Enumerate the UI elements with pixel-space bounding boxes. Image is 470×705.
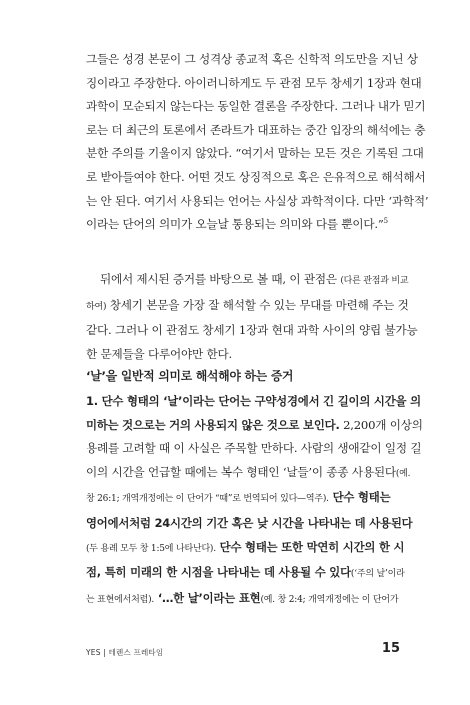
text-line-bold: 영어에서처럼 24시간의 기간 혹은 낮 시간을 나타내는 데 사용된다	[86, 515, 413, 530]
text-line: 징이라고 주장한다. 아이러니하게도 두 관점 모두 창세기 1장과 현대	[86, 75, 422, 90]
parenthetical-note: (두 용례 모두 창 1:5에 나타난다).	[86, 543, 216, 554]
parenthetical-note: (예. 창 2:4; 개역개정에는 이 단어가	[260, 594, 399, 605]
text-line	[86, 461, 411, 487]
text-line: 그들은 성경 본문이 그 성격상 종교적 혹은 신학적 의도만을 지닌 상	[86, 52, 418, 66]
bold-text: ‘…한 날’이라는 표현	[154, 590, 261, 605]
body-paragraph-1	[86, 48, 429, 237]
paragraph-text: 뒤에서 제시된 증거를 바탕으로 볼 때, 이 관점은	[99, 272, 341, 286]
text-line	[86, 213, 386, 237]
bold-text: 점, 특히 미래의 한 시점을 나타내는 데 사용될 수 있다	[86, 565, 351, 580]
text-line-bold: 1. 단수 형태의 ‘날’이라는 단어는 구약성경에서 긴 길이의 시간을 의	[86, 394, 421, 408]
bold-text: 단수 형태는	[328, 490, 391, 505]
paragraph-text: 이의 시간을 언급할 때에는 복수 형태인 ‘날들’이 종종 사용된다	[86, 464, 396, 479]
parenthetical-note: (예.	[395, 468, 411, 479]
text-line	[86, 414, 423, 438]
section-heading: ‘날’을 일반적 의미로 해석해야 하는 증거	[86, 369, 294, 383]
text-line	[86, 561, 405, 587]
text-line: 로는 더 최근의 토론에서 존라트가 대표하는 중간 입장의 해석에는 충	[86, 122, 426, 137]
parenthetical-note: 는 표현에서처럼).	[86, 594, 155, 605]
text-line: 한 문제들을 다루어야만 한다.	[86, 346, 232, 361]
footnote-reference[interactable]: 5	[383, 217, 388, 226]
text-line: 과학이 모순되지 않는다는 동일한 결론을 주장한다. 그러나 내가 믿기	[86, 99, 426, 114]
parenthetical-note: 하여)	[86, 301, 107, 312]
body-paragraph-3	[86, 390, 423, 612]
text-line	[86, 294, 409, 320]
bold-text: 단수 형태는 또한 막연히 시간의 한 시	[215, 539, 405, 554]
text-line: 용례를 고려할 때 이 사실은 주목할 만하다. 사람의 생애같이 일정 길	[86, 441, 422, 456]
text-line	[86, 536, 405, 562]
text-line	[86, 587, 399, 613]
paragraph-text: 창세기 본문을 가장 잘 해석할 수 있는 무대를 마련해 주는 것	[106, 297, 409, 312]
quote-text: 이라는 단어의 의미가 오늘날 통용되는 의미와 다를 뿐이다.”	[86, 217, 384, 232]
running-footer: YES | 테렌스 프레타임	[86, 648, 164, 657]
page-number: 15	[381, 641, 400, 656]
text-line	[86, 486, 391, 512]
parenthetical-note: (다른 관점과 비교	[340, 276, 409, 286]
text-line: 는 안 된다. 여기서 사용되는 언어는 사실상 과학적이다. 다만 ‘과학적’	[86, 193, 429, 208]
text-line: 분한 주의를 기울이지 않았다. “여기서 말하는 모든 것은 기록된 그대	[86, 146, 424, 161]
parenthetical-note: 창 26:1; 개역개정에는 이 단어가 “때”로 번역되어 있다—역주).	[86, 494, 329, 505]
text-line	[86, 268, 409, 294]
body-paragraph-2	[86, 268, 418, 366]
parenthetical-note: (‘주의 날’이라	[350, 569, 405, 580]
bold-text: 미하는 것으로는 거의 사용되지 않은 것으로 보인다.	[86, 417, 340, 432]
paragraph-text: 2,200개 이상의	[339, 417, 423, 432]
text-line: 같다. 그러나 이 관점도 창세기 1장과 현대 과학 사이의 양립 불가능	[86, 323, 418, 338]
text-line: 로 받아들여야 한다. 어떤 것도 상징적으로 혹은 은유적으로 해석해서	[86, 169, 426, 184]
